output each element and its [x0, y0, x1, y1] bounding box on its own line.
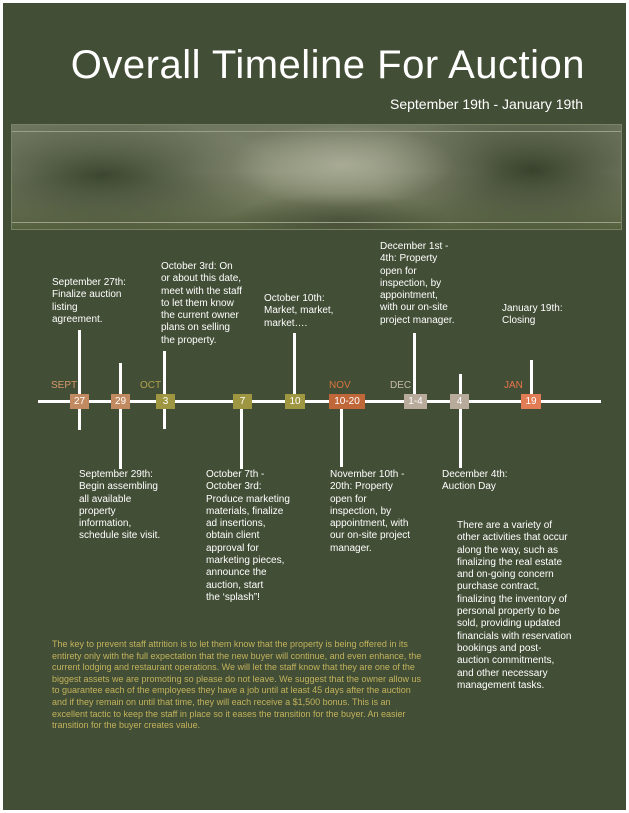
forest-photo-banner [11, 124, 622, 230]
note-nov10: November 10th - 20th: Property open for inspection, by appointment, with our on-site project manager. [330, 469, 411, 554]
note-oct10: October 10th: Market, market, market…. [264, 293, 334, 329]
note-jan19: January 19th: Closing [502, 303, 563, 327]
tick-sep29 [119, 363, 122, 469]
timeline-page [3, 3, 626, 810]
tick-nov10 [340, 401, 343, 467]
tick-oct10 [293, 333, 296, 403]
note-sep27: September 27th: Finalize auction listing agreement. [52, 277, 126, 325]
note-dec4: December 4th: Auction Day [442, 469, 508, 493]
marker-4: 4 [450, 394, 469, 409]
month-oct: OCT [140, 380, 162, 391]
marker-27: 27 [70, 394, 89, 409]
tick-dec1 [413, 333, 416, 403]
tick-dec4 [459, 374, 462, 468]
marker-29: 29 [111, 394, 130, 409]
month-sept: SEPT [51, 380, 78, 391]
staff-retention-paragraph: The key to prevent staff attrition is to let them know that the property is being offered in its entirety only with the full expectation that the new buyer will continue, and even enhance, the current lodging and restaurant operations. We will let the staff know that they are one of the biggest assets we are promoting so please do not leave. We suggest that the owner allow us to guarantee each of the employees they have a job until at least 45 days after the auction and if they remain on until that time, they will each receive a $1,500 bonus. This is an excellent tactic to keep the staff in place so it eases the transition for the buyer. An easier transition for the buyer creates value. [52, 639, 422, 731]
date-range-subtitle: September 19th - January 19th [389, 96, 583, 112]
tick-sep27 [78, 330, 81, 430]
banner-frame-bottom [12, 222, 621, 223]
marker-3: 3 [156, 394, 175, 409]
marker-7: 7 [233, 394, 252, 409]
marker-10-20: 10-20 [329, 394, 365, 409]
page-title: Overall Timeline For Auction [70, 43, 585, 87]
marker-19: 19 [521, 394, 541, 409]
note-other-activities: There are a variety of other activities that occur along the way, such as finalizing the real estate and on-going concern purchase contract, finalizing the inventory of personal property to be sold, providing updated financials with reservation bookings and post- auction commitments, and other necessary management tasks. [457, 520, 572, 691]
marker-1-4: 1-4 [404, 394, 427, 409]
tick-oct7 [240, 401, 243, 469]
month-nov: NOV [329, 380, 351, 391]
note-oct7: October 7th - October 3rd: Produce marketing materials, finalize ad insertions, obtain client approval for marketing pieces, announce the auction, start the ‘splash”! [206, 469, 290, 603]
note-sep29: September 29th: Begin assembling all available property information, schedule site visit. [79, 469, 161, 542]
marker-10: 10 [285, 394, 305, 409]
note-oct3: October 3rd: On or about this date, meet with the staff to let them know the current owner plans on selling the property. [161, 261, 242, 346]
banner-frame-top [12, 131, 621, 132]
month-dec: DEC [390, 380, 412, 391]
tick-oct3 [163, 351, 166, 429]
note-dec1: December 1st - 4th: Property open for inspection, by appointment, with our on-site project manager. [380, 241, 455, 326]
month-jan: JAN [504, 380, 523, 391]
